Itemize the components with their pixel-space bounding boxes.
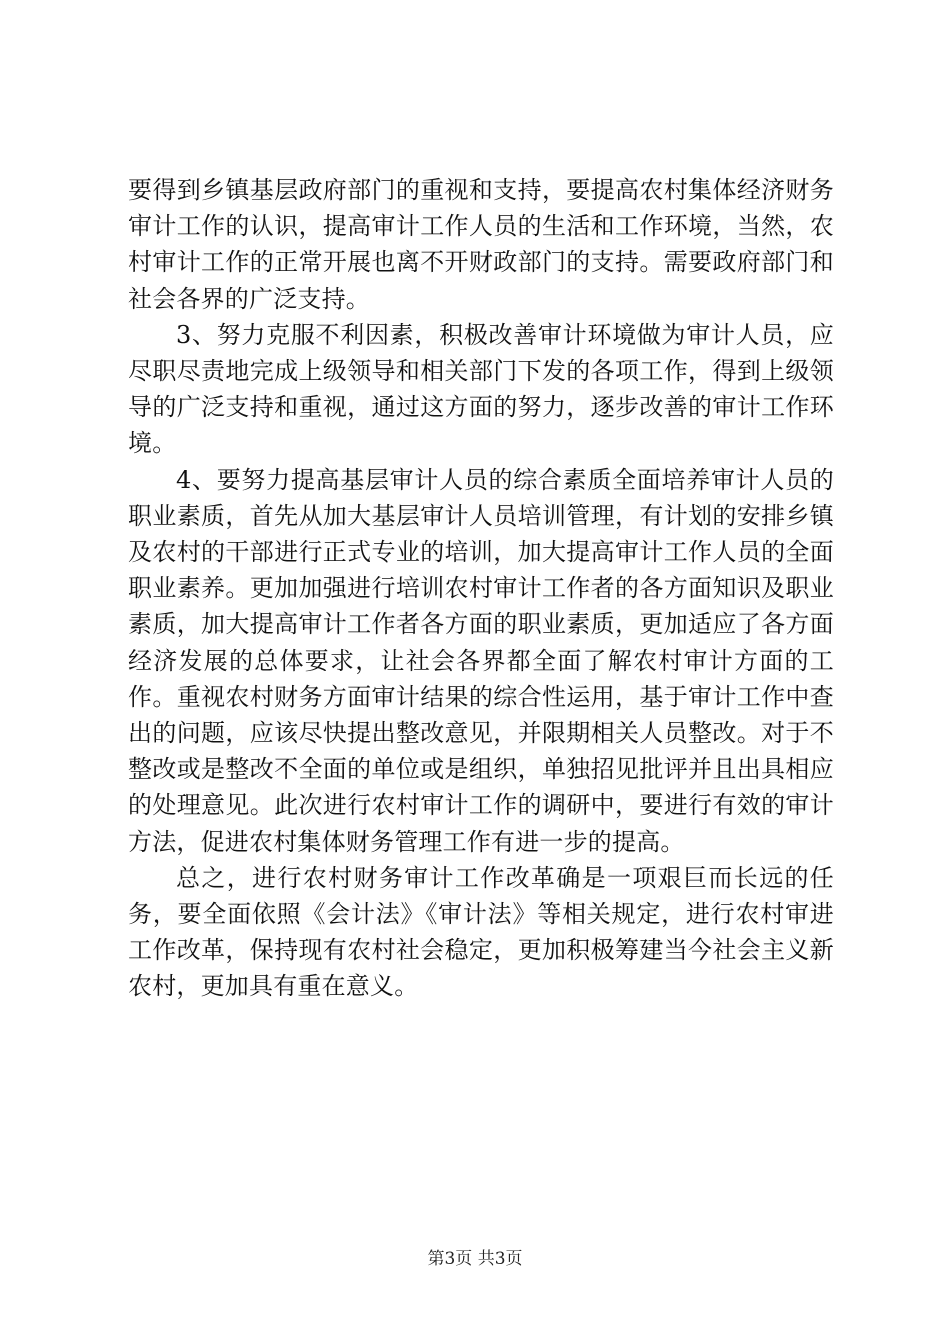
paragraph-2: 3、努力克服不利因素，积极改善审计环境做为审计人员，应尽职尽责地完成上级领导和相关部门下发的各项工作，得到上级领导的广泛支持和重视，通过这方面的努力，逐步改善的审计工作环境。 bbox=[128, 320, 834, 458]
paragraph-1: 要得到乡镇基层政府部门的重视和支持，要提高农村集体经济财务审计工作的认识，提高审计工作人员的生活和工作环境，当然，农村审计工作的正常开展也离不开财政部门的支持。需要政府部门和社会各界的广泛支持。 bbox=[128, 176, 834, 313]
paragraph-3: 4、要努力提高基层审计人员的综合素质全面培养审计人员的职业素质，首先从加大基层审计人员培训管理，有计划的安排乡镇及农村的干部进行正式专业的培训，加大提高审计工作人员的全面职业素养。更加加强进行培训农村审计工作者的各方面知识及职业素质，加大提高审计工作者各方面的职业素质，更加适应了各方面经济发展的总体要求，让社会各界都全面了解农村审计方面的工作。重视农村财务方面审计结果的综合性运用，基于审计工作中查出的问题，应该尽快提出整改意见，并限期相关人员整改。对于不整改或是整改不全面的单位或是组织，单独招见批评并且出具相应的处理意见。此次进行农村审计工作的调研中，要进行有效的审计方法，促进农村集体财务管理工作有进一步的提高。 bbox=[128, 465, 834, 856]
paragraph-4: 总之，进行农村财务审计工作改革确是一项艰巨而长远的任务，要全面依照《会计法》《审计法》等相关规定，进行农村审进工作改革，保持现有农村社会稳定，更加积极筹建当今社会主义新农村，更加具有重在意义。 bbox=[128, 863, 834, 1001]
page-number-footer: 第3页 共3页 bbox=[427, 1249, 523, 1269]
document-body bbox=[128, 172, 834, 1005]
